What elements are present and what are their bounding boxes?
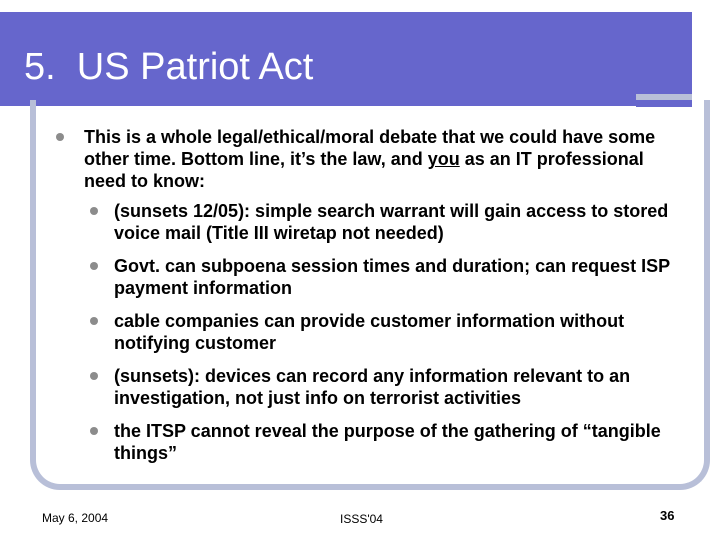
main-bullet-part-2: as an IT professional need to know:: [84, 149, 644, 191]
sub-bullet-5: the ITSP cannot reveal the purpose of the gathering of “tangible things”: [114, 421, 661, 463]
sub-bullet-2: Govt. can subpoena session times and duration; can request ISP payment information: [114, 256, 670, 298]
sub-bullet-dot-icon: [90, 262, 98, 270]
slide-title: 5. US Patriot Act: [24, 46, 314, 88]
main-bullet-text: [84, 126, 684, 192]
sub-bullet-dot-icon: [90, 372, 98, 380]
main-bullet-part-1: This is a whole legal/ethical/moral debate that we could have some other time. Bottom line, it’s the law, and: [84, 127, 656, 169]
sub-bullet-dot-icon: [90, 317, 98, 325]
footer-date: May 6, 2004: [42, 511, 109, 525]
footer-center-text: ISSS'04: [340, 512, 383, 526]
title-bar: [0, 12, 692, 107]
sub-bullet-1: (sunsets 12/05): simple search warrant will gain access to stored voice mail (Title III wiretap not needed): [114, 201, 669, 243]
main-bullet-underlined-word: you: [427, 149, 460, 169]
page-number: 36: [660, 508, 675, 523]
sub-bullet-4: (sunsets): devices can record any information relevant to an investigation, not just info on terrorist activities: [114, 366, 631, 408]
sub-bullet-dot-icon: [90, 207, 98, 215]
sub-bullet-3: cable companies can provide customer information without notifying customer: [114, 311, 625, 353]
sub-bullet-dot-icon: [90, 427, 98, 435]
bullet-dot-icon: [56, 133, 64, 141]
